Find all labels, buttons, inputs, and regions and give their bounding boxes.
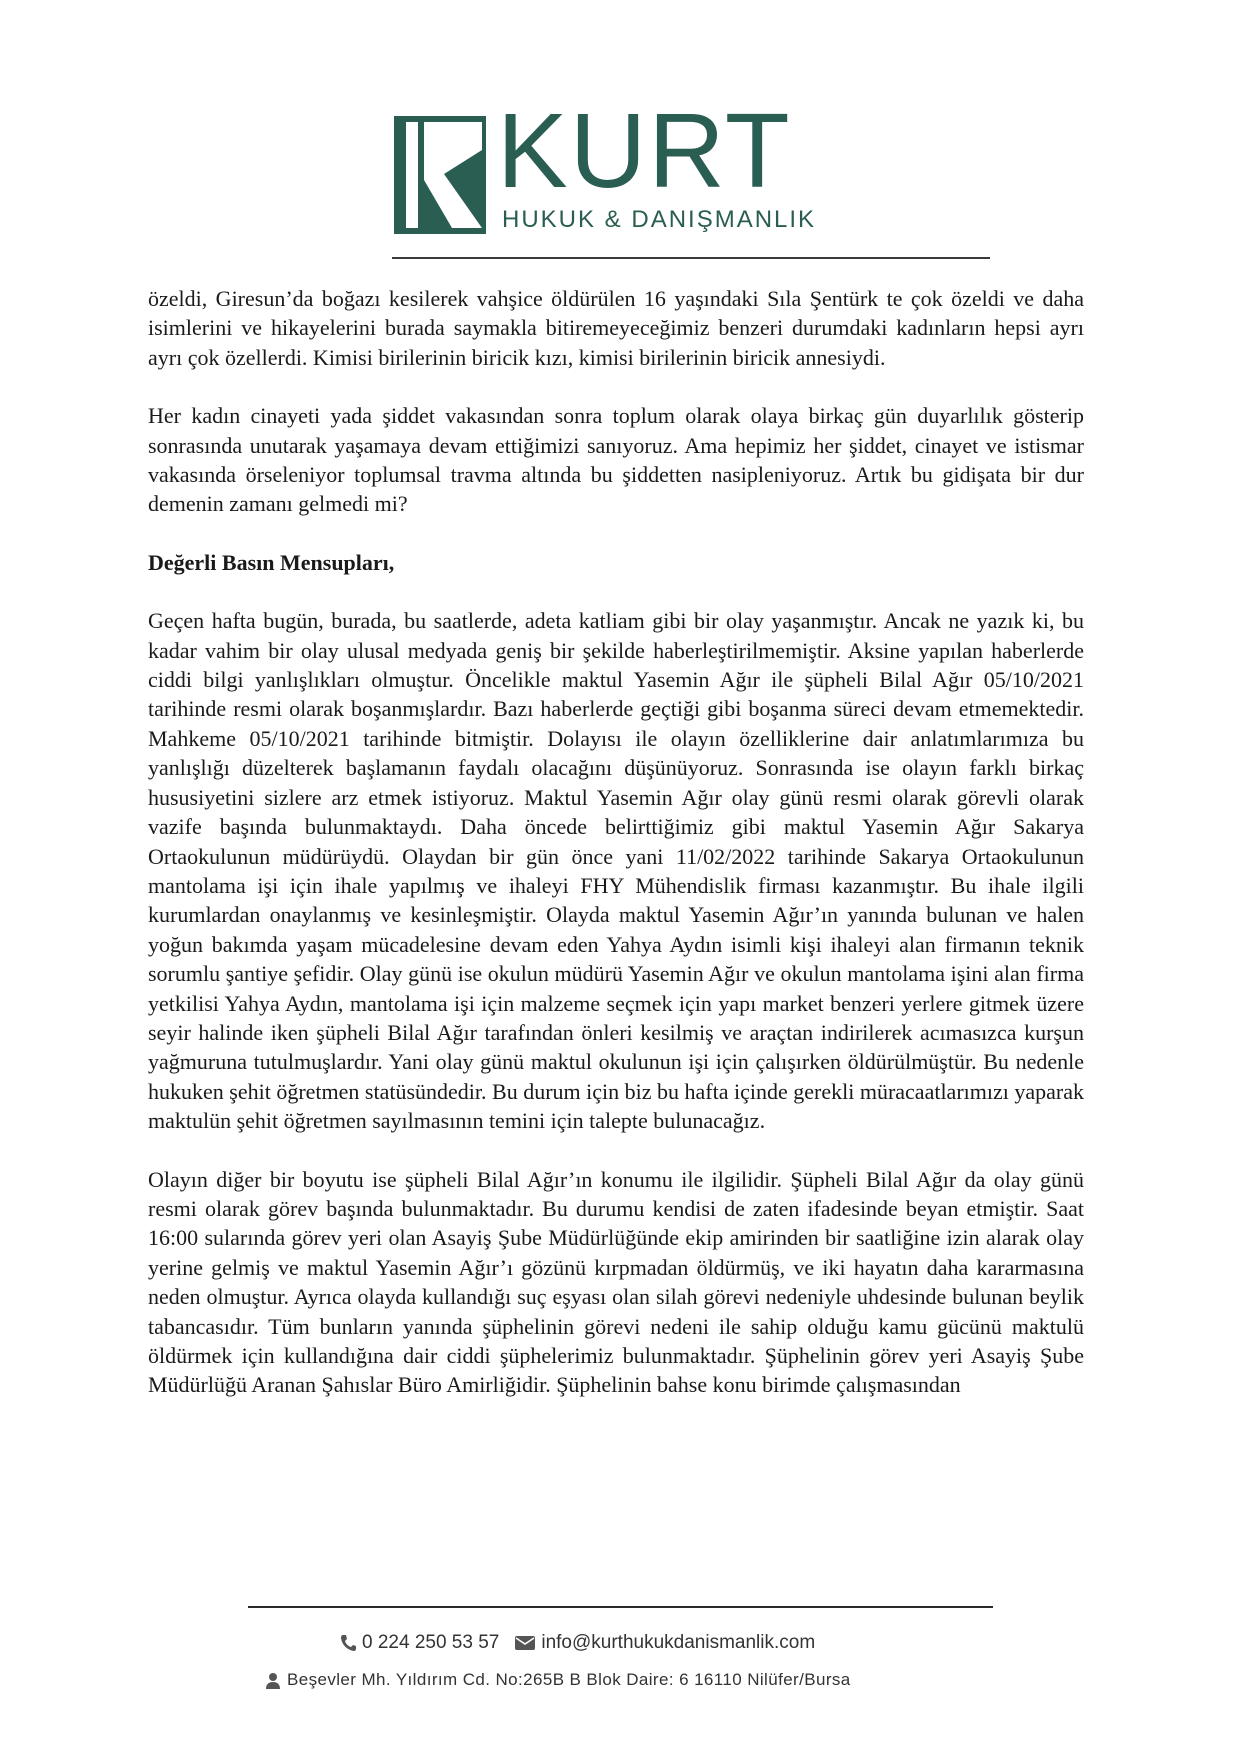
phone-number: 0 224 250 53 57 [362,1632,500,1653]
footer-address [265,1670,985,1696]
phone-icon [340,1634,356,1652]
footer-divider [248,1606,993,1608]
email-address[interactable]: info@kurthukukdanismanlik.com [541,1632,816,1653]
letterhead [0,92,1241,262]
letter-body [148,284,1084,1429]
paragraph: özeldi, Giresun’da boğazı kesilerek vahşice öldürülen 16 yaşındaki Sıla Şentürk te çok özeldi ve daha isimlerini ve hikayelerini burada saymakla bitiremeyeceğimiz benzeri durumdaki kadınların hepsi ayrı ayrı çok özellerdi. Kimisi birilerinin biricik kızı, kimisi birilerinin biricik annesiydi. [148,286,1084,370]
paragraph: Her kadın cinayeti yada şiddet vakasından sonra toplum olarak olaya birkaç gün duyarlılık gösterip sonrasında unutarak yaşamaya devam ettiğimizi sanıyoruz. Ama hepimiz her şiddet, cinayet ve istismar vakasında örseleniyor toplumsal travma altında bu şiddetten nasipleniyoruz. Artık bu gidişata bir dur demenin zamanı gelmedi mi? [148,403,1084,517]
brand-name: KURT [497,92,792,210]
company-logo [394,92,854,244]
paragraph: Geçen hafta bugün, burada, bu saatlerde, adeta katliam gibi bir olay yaşanmıştır. Ancak ne yazık ki, bu kadar vahim bir olay ulusal medyada geniş bir şekilde haberleştirilmemiştir. Aksine yapılan haberlerde ciddi bilgi yanlışlıkları olmuştur. Öncelikle maktul Yasemin Ağır ile şüpheli Bilal Ağır 05/10/2021 tarihinde resmi olarak boşanmışlardır. Bazı haberlerde geçtiği gibi boşanma süreci devam etmemektedir. Mahkeme 05/10/2021 tarihinde bitmiştir. Dolayısı ile olayın özelliklerine dair anlatımlarımıza bu yanlışlığı düzelterek başlamanın faydalı olacağını düşünüyoruz. Sonrasında ise olayın farklı birkaç hususiyetini sizlere arz etmek istiyoruz. Maktul Yasemin Ağır olay günü resmi olarak görevli olarak vazife başında bulunmaktaydı. Daha öncede belirttiğimiz gibi maktul Yasemin Ağır Sakarya Ortaokulunun müdürüydü. Olaydan bir gün önce yani 11/02/2022 tarihinde Sakarya Ortaokulunun mantolama işi için ihale yapılmış ve ihaleyi FHY Mühendislik firması kazanmıştır. Bu ihale ilgili kurumlardan onaylanmış ve kesinleşmiştir. Olayda maktul Yasemin Ağır’ın yanında bulunan ve halen yoğun bakımda yaşam mücadelesine devam eden Yahya Aydın isimli kişi ihaleyi alan firmanın teknik sorumlu şantiye şefidir. Olay günü ise okulun müdürü Yasemin Ağır ve okulun mantolama işini alan firma yetkilisi Yahya Aydın, mantolama işi için malzeme seçmek için yapı market benzeri yerlere gitmek üzere seyir halinde iken şüpheli Bilal Ağır tarafından önleri kesilmiş ve araçtan indirilerek acımasızca kurşun yağmuruna tutulmuşlardır. Yani olay günü maktul okulunun işi için çalışırken öldürülmüştür. Bu nedenle hukuken şehit öğretmen statüsündedir. Bu durum için biz bu hafta içinde gerekli müracaatlarımızı yaparak maktulün şehit öğretmen sayılmasının temini için talepte bulunacağız. [148,608,1084,1134]
header-divider [392,257,990,259]
paragraph: Olayın diğer bir boyutu ise şüpheli Bilal Ağır’ın konumu ile ilgilidir. Şüpheli Bilal Ağır da olay günü resmi olarak görev başında bulunmaktadır. Bu durumu kendisi de zaten ifadesinde beyan etmiştir. Saat 16:00 sularında görev yeri olan Asayiş Şube Müdürlüğünde ekip amirinden bir saatliğine izin alarak olay yerine gelmiş ve maktul Yasemin Ağır’ı gözünü kırpmadan öldürmüş, ve iki hayatın daha kararmasına neden olmuştur. Ayrıca olayda kullandığı suç eşyası olan silah görevi nedeniyle uhdesinde bulunan beylik tabancasıdır. Tüm bunların yanında şüphelinin görevi nedeni ile sahip olduğu kamu gücünü maktulü öldürmek için kullandığına dair ciddi şüphelerimiz bulunmaktadır. Şüphelinin görev yeri Asayiş Şube Müdürlüğü Aranan Şahıslar Büro Amirliğidir. Şüphelinin bahse konu birimde çalışmasından [148,1166,1084,1398]
footer-contact [340,1632,900,1658]
salutation-heading: Değerli Basın Mensupları, [148,549,395,575]
person-pin-icon [265,1672,281,1690]
address-text: Beşevler Mh. Yıldırım Cd. No:265B B Blok Daire: 6 16110 Nilüfer/Bursa [287,1670,851,1689]
k-monogram-icon [394,116,486,234]
envelope-icon [515,1636,535,1650]
brand-subtitle: HUKUK & DANIŞMANLIK [502,206,817,233]
